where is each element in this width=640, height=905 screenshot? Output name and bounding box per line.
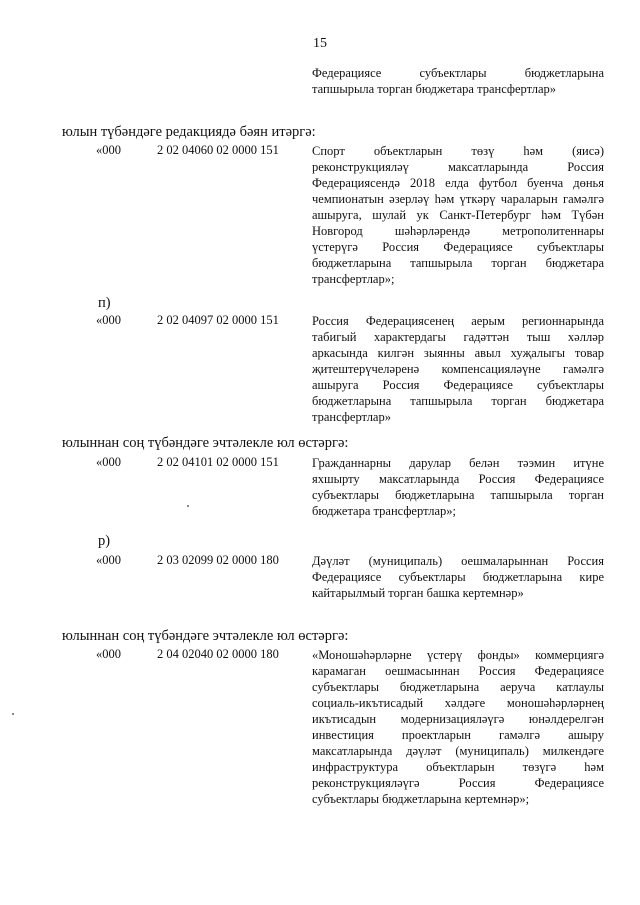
- text-line: яхшырту максатларында Россия Федерациясе: [312, 472, 604, 486]
- code-prefix: «000: [96, 647, 121, 661]
- text-line: трансфертлар»;: [312, 272, 395, 286]
- code-prefix: «000: [96, 313, 121, 327]
- code-prefix: «000: [96, 143, 121, 157]
- budget-code: 2 04 02040 02 0000 180: [157, 647, 279, 661]
- text-line: трансфертлар»: [312, 410, 391, 424]
- text-line: икътисадын модернизацияләүгә юнәлдерелгән: [312, 712, 604, 726]
- text-line: Дәүләт (муниципаль) оешмаларыннан Россия: [312, 554, 604, 568]
- text-line: бюджетларына тапшырыла торган бюджетара: [312, 256, 604, 270]
- text-line: Федерациясе субъектлары бюджетларына кире кайтарылмый торган башка кертемнәр»: [312, 570, 604, 600]
- text-line: җитештерүчеләренә компенсацияләүне гамәлгә: [312, 362, 604, 376]
- description: [312, 313, 604, 425]
- budget-code: 2 02 04097 02 0000 151: [157, 313, 279, 327]
- text-line: чемпионатын әзерләү һәм үткәрү чараларын гамәлгә: [312, 192, 604, 206]
- text-line: реконструкцияләүгә Россия Федерациясе: [312, 776, 604, 790]
- text-line: тапшырыла торган бюджетара трансфертлар»: [312, 82, 557, 96]
- text-line: Спорт объектларын төзү һәм (яисә): [312, 144, 604, 158]
- section-heading: юлыннан соң түбәндәге эчтәлекле юл өстәргә:: [62, 435, 349, 451]
- text-line: Россия Федерациясенең аерым регионнарында: [312, 314, 604, 328]
- text-line: үстерүгә Россия Федерациясе субъектлары: [312, 240, 604, 254]
- description: [312, 455, 604, 519]
- text-line: ашыруга Россия Федерациясе субъектлары: [312, 378, 604, 392]
- text-line: максатларында дәүләт (муниципаль) милкендәге: [312, 744, 604, 758]
- text-line: «Моношәһәрләрне үстерү фонды» коммерциягә: [312, 648, 604, 662]
- text-line: Федерациясендә 2018 елда футбол буенча дөнья: [312, 176, 604, 190]
- text-line: ашыруга, шулай ук Санкт-Петербург һәм Түбән: [312, 208, 604, 222]
- text-line: Гражданнарны дарулар белән тәэмин итүне: [312, 456, 604, 470]
- item-marker: р): [98, 533, 111, 549]
- text-line: реконструкцияләү максатларында Россия: [312, 160, 604, 174]
- code-prefix: «000: [96, 455, 121, 469]
- text-line: бюджетара трансфертлар»;: [312, 504, 456, 518]
- text-line: субъектлары бюджетларына кертемнәр»;: [312, 792, 530, 806]
- text-line: социаль-икътисадый хәлдәге моношәһәрләрнең: [312, 696, 604, 710]
- description: [312, 143, 604, 287]
- text-line: карамаган оешмасыннан Россия Федерациясе: [312, 664, 604, 678]
- budget-code: 2 03 02099 02 0000 180: [157, 553, 279, 567]
- page-number: 15: [313, 36, 327, 51]
- text-line: Федерациясе субъектлары бюджетларына: [312, 66, 604, 80]
- text-line: Новгород шәһәрләрендә метрополитеннары: [312, 224, 604, 238]
- item-marker: п): [98, 295, 111, 311]
- continuation-block: [312, 65, 604, 97]
- text-line: бюджетларына тапшырыла торган бюджетара: [312, 394, 604, 408]
- description: [312, 553, 604, 601]
- budget-code: 2 02 04060 02 0000 151: [157, 143, 279, 157]
- text-line: аркасында килгән зыянны авыл хуҗалыгы товар: [312, 346, 604, 360]
- code-prefix: «000: [96, 553, 121, 567]
- section-heading: юлыннан соң түбәндәге эчтәлекле юл өстәргә:: [62, 628, 349, 644]
- section-heading: юлын түбәндәге редакциядә бәян итәргә:: [62, 124, 316, 140]
- text-line: табигый характердагы гадәттән тыш хәлләр: [312, 330, 604, 344]
- scan-speck: [12, 713, 14, 715]
- budget-code: 2 02 04101 02 0000 151: [157, 455, 279, 469]
- scan-speck: [187, 505, 189, 507]
- description: [312, 647, 604, 807]
- text-line: инвестиция проектларын гамәлгә ашыру: [312, 728, 604, 742]
- text-line: субъектлары бюджетларына тапшырыла торган: [312, 488, 604, 502]
- text-line: субъектлары бюджетларына аеруча катлаулы: [312, 680, 604, 694]
- text-line: инфраструктура объектларын төзүгә һәм: [312, 760, 604, 774]
